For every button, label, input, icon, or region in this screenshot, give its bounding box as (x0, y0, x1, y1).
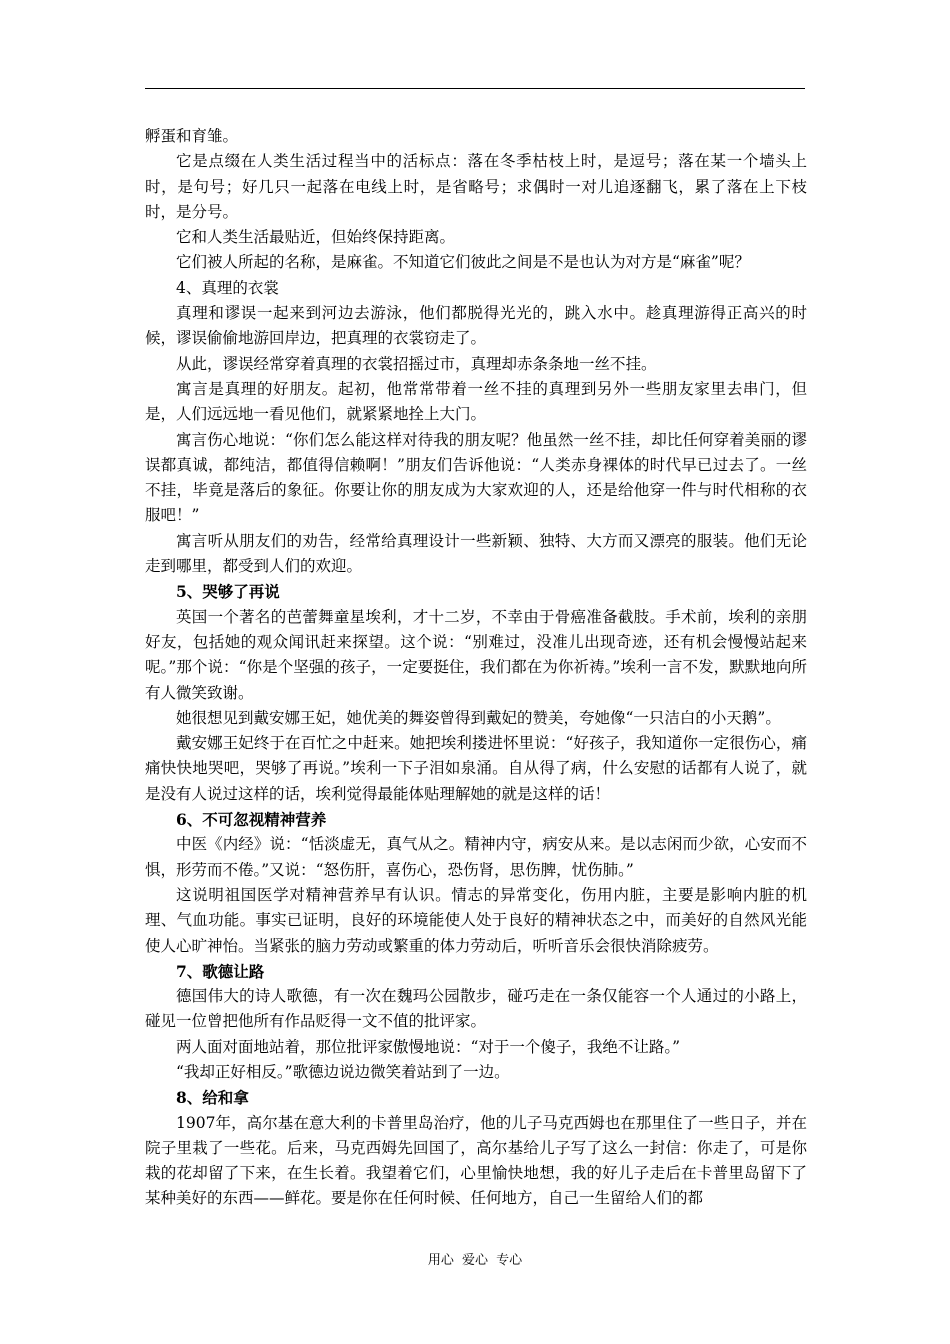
section-heading: 5、哭够了再说 (176, 582, 280, 602)
body-paragraph: 从此，谬误经常穿着真理的衣裳招摇过市，真理却赤条条地一丝不挂。 (176, 354, 657, 373)
body-paragraph: 这说明祖国医学对精神营养早有认识。情志的异常变化，伤用内脏，主要是影响内脏的机理、气血功能。事实已证明，良好的环境能使人处于良好的精神状态之中，而美好的自然风光能使人心旷神怡。当紧张的脑力劳动或繁重的体力劳动后，听听音乐会很快消除疲劳。 (145, 885, 807, 955)
body-paragraph: 1907年，高尔基在意大利的卡普里岛治疗，他的儿子马克西姆也在那里住了一些日子，并在院子里栽了一些花。后来，马克西姆先回国了，高尔基给儿子写了这么一封信：你走了，可是你栽的花却留了下来，在生长着。我望着它们，心里愉快地想，我的好儿子走后在卡普里岛留下了某种美好的东西——鲜花。要是你在任何时候、任何地方，自己一生留给人们的都 (145, 1113, 807, 1208)
section-heading: 7、歌德让路 (176, 961, 265, 981)
body-paragraph: 真理和谬误一起来到河边去游泳，他们都脱得光光的，跳入水中。趁真理游得正高兴的时候，谬误偷偷地游回岸边，把真理的衣裳窃走了。 (145, 304, 807, 348)
body-paragraph: 它们被人所起的名称，是麻雀。不知道它们彼此之间是不是也认为对方是“麻雀”呢？ (176, 253, 750, 272)
body-paragraph: 它是点缀在人类生活过程当中的活标点：落在冬季枯枝上时，是逗号；落在某一个墙头上时，是句号；好几只一起落在电线上时，是省略号；求偶时一对儿追逐翻飞，累了落在上下枝时，是分号。 (145, 152, 807, 221)
body-paragraph: 它和人类生活最贴近，但始终保持距离。 (176, 228, 456, 247)
header-rule (145, 88, 805, 89)
body-paragraph: 戴安娜王妃终于在百忙之中赶来。她把埃利搂进怀里说：“好孩子，我知道你一定很伤心，痛痛快快地哭吧，哭够了再说。”埃利一下子泪如泉涌。自从得了病，什么安慰的话都有人说了，就是没有人说过这样的话，埃利觉得最能体贴理解她的就是这样的话！ (145, 734, 807, 803)
body-paragraph: 两人面对面地站着，那位批评家傲慢地说：“对于一个傻子，我绝不让路。” (176, 1037, 681, 1056)
body-paragraph: 中医《内经》说：“恬淡虚无，真气从之。精神内守，病安从来。是以志闲而少欲，心安而不惧，形劳而不倦。”又说：“怒伤肝，喜伤心，恐伤肾，思伤脾，忧伤肺。” (145, 835, 807, 879)
body-paragraph: 寓言听从朋友们的劝告，经常给真理设计一些新颖、独特、大方而又漂亮的服装。他们无论走到哪里，都受到人们的欢迎。 (145, 531, 807, 576)
page-footer: 用心 爱心 专心 (427, 1253, 523, 1268)
body-paragraph: 寓言是真理的好朋友。起初，他常常带着一丝不挂的真理到另外一些朋友家里去串门，但是，人们远远地一看见他们，就紧紧地拴上大门。 (145, 379, 807, 424)
section-heading: 8、给和拿 (176, 1088, 249, 1108)
body-paragraph: 德国伟大的诗人歌德，有一次在魏玛公园散步，碰巧走在一条仅能容一个人通过的小路上，碰见一位曾把他所有作品贬得一文不值的批评家。 (145, 987, 807, 1031)
section-heading: 4、真理的衣裳 (176, 278, 279, 297)
section-heading: 6、不可忽视精神营养 (176, 810, 327, 830)
body-paragraph: 英国一个著名的芭蕾舞童星埃利，才十二岁，不幸由于骨癌准备截肢。手术前，埃利的亲朋好友，包括她的观众闻讯赶来探望。这个说：“别难过，没准儿出现奇迹，还有机会慢慢站起来呢。”那个说：“你是个坚强的孩子，一定要挺住，我们都在为你祈祷。”埃利一言不发，默默地向所有人微笑致谢。 (145, 607, 807, 702)
body-paragraph: 孵蛋和育雏。 (145, 127, 239, 145)
body-paragraph: “我却正好相反。”歌德边说边微笑着站到了一边。 (176, 1062, 510, 1081)
body-paragraph: 寓言伤心地说：“你们怎么能这样对待我的朋友呢？他虽然一丝不挂，却比任何穿着美丽的谬误都真诚，都纯洁，都值得信赖啊！”朋友们告诉他说：“人类赤身裸体的时代早已过去了。一丝不挂，毕竟是落后的象征。你要让你的朋友成为大家欢迎的人，还是给他穿一件与时代相称的衣服吧！” (145, 430, 807, 525)
document-body (145, 124, 807, 1212)
body-paragraph: 她很想见到戴安娜王妃，她优美的舞姿曾得到戴妃的赞美，夸她像“一只洁白的小天鹅”。 (176, 708, 781, 727)
